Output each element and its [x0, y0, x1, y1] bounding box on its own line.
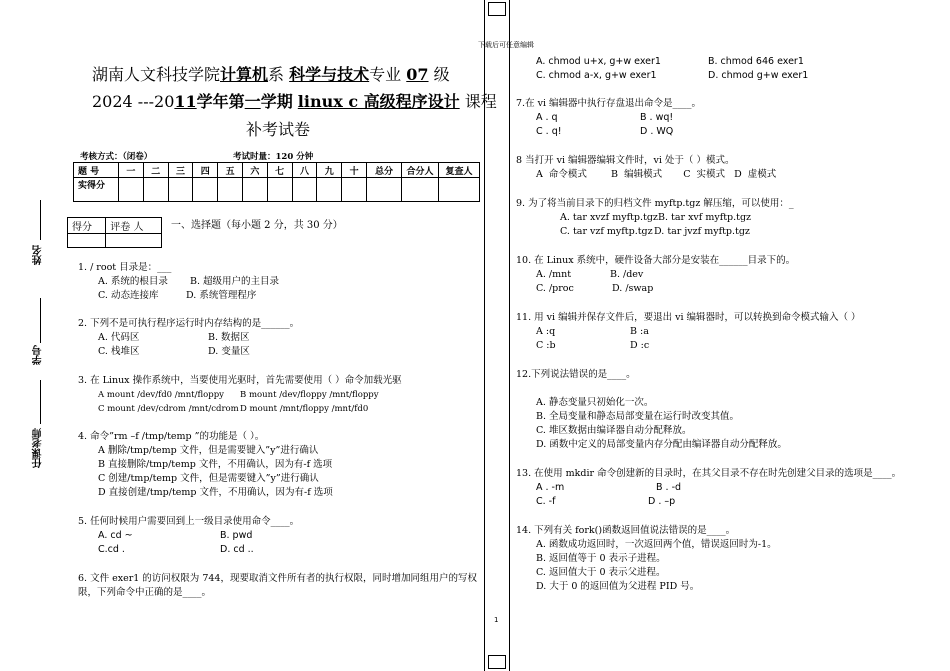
option-row — [516, 111, 916, 125]
option: A. 函数成功返回时，一次返回两个值，错误返回时为-1。 — [536, 539, 777, 550]
option-row — [516, 211, 916, 225]
left-questions — [78, 261, 478, 600]
option: B. tar xvf myftp.tgz — [658, 212, 752, 223]
option: A. 代码区 — [98, 332, 140, 343]
grader-score-cell — [68, 234, 106, 248]
side-label-id: 学号 — [33, 345, 44, 365]
score-value-row — [74, 178, 480, 202]
option: D. cd .. — [220, 544, 254, 555]
question-8 — [516, 154, 916, 182]
option: B . -d — [656, 482, 682, 493]
option: C. 堆区数据由编译器自动分配释放。 — [536, 425, 692, 436]
option: C 创建/tmp/temp 文件，但是需要键入”y”进行确认 — [98, 473, 319, 484]
option-row — [78, 331, 478, 345]
option-row — [78, 275, 478, 289]
title-line-2: 2024 ---2011学年第一学期 linux c 高级程序设计 课程 — [92, 92, 497, 111]
option: C. -f — [536, 496, 556, 507]
option: A. 系统的根目录 — [98, 276, 168, 287]
name-line — [40, 200, 41, 240]
score-header-row — [74, 163, 480, 178]
score-header-cell: 五 — [218, 163, 243, 178]
question-text: 1. / root 目录是：___ — [78, 262, 172, 273]
score-cell — [439, 178, 480, 202]
option: D. tar jvzf myftp.tgz — [654, 226, 750, 237]
side-label-teacher: 任课老师 — [33, 428, 44, 468]
option: B. 返回值等于 0 表示子进程。 — [536, 553, 666, 564]
option: B. 超级用户的主目录 — [190, 276, 280, 287]
question-text: 11. 用 vi 编辑并保存文件后，要退出 vi 编辑器时，可以转换到命令模式输入（ ） — [516, 312, 861, 323]
option-row — [78, 402, 478, 416]
score-header-cell: 六 — [242, 163, 267, 178]
question-text: 13. 在使用 mkdir 命令创建新的目录时，在其父目录不存在时先创建父目录的选项是____。 — [516, 468, 902, 479]
question-text: 4. 命令”rm –f /tmp/temp ”的功能是（ ）。 — [78, 431, 265, 442]
score-header-cell: 一 — [119, 163, 144, 178]
option-row — [78, 529, 478, 543]
question-10 — [516, 254, 916, 296]
option-row: A 命令模式 B 编辑模式 C 实模式 D 虚模式 — [536, 169, 777, 180]
question-1 — [78, 261, 478, 303]
option: B . wq! — [640, 112, 674, 123]
score-header-cell: 题 号 — [74, 163, 119, 178]
score-cell — [317, 178, 342, 202]
option: A. tar xvzf myftp.tgz — [560, 212, 658, 223]
question-11 — [516, 311, 916, 353]
grader-table — [67, 217, 162, 248]
score-table — [73, 162, 480, 202]
score-cell — [342, 178, 367, 202]
option: B :a — [630, 326, 649, 337]
grader-score-label: 得分 — [68, 218, 106, 234]
option-row — [516, 495, 916, 509]
question-5 — [78, 515, 478, 557]
option: D. chmod g+w exer1 — [708, 70, 809, 81]
header-note: 下载后可任意编辑 — [478, 41, 534, 49]
grader-name-label: 评卷 人 — [106, 218, 162, 234]
title-line-1: 湖南人文科技学院计算机系 科学与技术专业 07 级 — [92, 65, 450, 84]
option: A . q — [536, 112, 558, 123]
option-row — [516, 282, 916, 296]
option: D mount /mnt/floppy /mnt/fd0 — [240, 404, 369, 414]
question-9 — [516, 197, 916, 239]
score-header-cell: 复查人 — [439, 163, 480, 178]
grader-name-cell — [106, 234, 162, 248]
id-line — [40, 298, 41, 343]
option-row — [516, 339, 916, 353]
option: A. /mnt — [536, 269, 572, 280]
question-text: 8 当打开 vi 编辑器编辑文件时，vi 处于（ ）模式。 — [516, 155, 735, 166]
option-row — [78, 388, 478, 402]
option: B. pwd — [220, 530, 253, 541]
score-cell — [168, 178, 193, 202]
option: A. 静态变量只初始化一次。 — [536, 397, 654, 408]
option: C :b — [536, 340, 556, 351]
option: D . –p — [648, 496, 676, 507]
option-row — [78, 289, 478, 303]
question-3 — [78, 374, 478, 416]
option-row — [78, 345, 478, 359]
option: D. 大于 0 的返回值为父进程 PID 号。 — [536, 581, 700, 592]
option: C. 返回值大于 0 表示父进程。 — [536, 567, 666, 578]
option: D :c — [630, 340, 650, 351]
option: C. tar vzf myftp.tgz — [560, 226, 653, 237]
option: D. 变量区 — [208, 346, 250, 357]
option: B. 全局变量和静态局部变量在运行时改变其值。 — [536, 411, 740, 422]
question-6: 6. 文件 exer1 的访问权限为 744，现要取消文件所有者的执行权限，同时增加同组用户的写权限，下列命令中正确的是____。 — [78, 573, 477, 598]
score-cell — [292, 178, 317, 202]
option: B. chmod 646 exer1 — [708, 56, 804, 67]
option-row — [516, 268, 916, 282]
question-text: 9. 为了将当前目录下的归档文件 myftp.tgz 解压缩，可以使用：_ — [516, 198, 794, 209]
question-text: 2. 下列不是可执行程序运行时内存结构的是______。 — [78, 318, 300, 329]
score-cell — [193, 178, 218, 202]
score-header-cell: 二 — [143, 163, 168, 178]
page-number: 1 — [494, 616, 499, 624]
option: A mount /dev/fd0 /mnt/floppy — [98, 390, 224, 400]
option: D 直接创建/tmp/temp 文件，不用确认，因为有-f 选项 — [98, 487, 333, 498]
q6-options — [536, 55, 916, 83]
teacher-line — [40, 380, 41, 424]
score-header-cell: 四 — [193, 163, 218, 178]
score-header-cell: 七 — [267, 163, 292, 178]
side-label-name: 姓名 — [33, 245, 44, 265]
question-13 — [516, 467, 916, 509]
option: D . WQ — [640, 126, 674, 137]
question-4 — [78, 430, 478, 500]
question-7 — [516, 97, 916, 139]
exam-mode: 考核方式：（闭卷） — [80, 152, 153, 162]
option: C. chmod a-x, g+w exer1 — [536, 70, 657, 81]
option: C . q! — [536, 126, 562, 137]
exam-time: 考试时量：120 分钟 — [233, 152, 314, 162]
section-title: 一、选择题（每小题 2 分，共 30 分） — [171, 220, 343, 231]
question-text: 5. 任何时候用户需要回到上一级目录使用命令____。 — [78, 516, 300, 527]
score-header-cell: 总分 — [367, 163, 402, 178]
option: C. 动态连接库 — [98, 290, 159, 301]
option-row — [516, 225, 916, 239]
option: C. 栈堆区 — [98, 346, 140, 357]
question-text: 10. 在 Linux 系统中，硬件设备大部分是安装在______目录下的。 — [516, 255, 796, 266]
option-row — [536, 69, 916, 83]
score-cell — [143, 178, 168, 202]
option: C mount /dev/cdrom /mnt/cdrom — [98, 404, 239, 414]
title-line-3: 补考试卷 — [246, 120, 311, 139]
score-cell — [267, 178, 292, 202]
score-cell — [367, 178, 402, 202]
score-row-label: 实得分 — [74, 178, 119, 202]
score-header-cell: 九 — [317, 163, 342, 178]
score-cell — [242, 178, 267, 202]
option: B. /dev — [610, 269, 644, 280]
option-row — [516, 481, 916, 495]
option: B mount /dev/floppy /mnt/floppy — [240, 390, 379, 400]
option: A . -m — [536, 482, 565, 493]
question-text: 14. 下列有关 fork()函数返回值说法错误的是____。 — [516, 525, 736, 536]
option: A 删除/tmp/temp 文件，但是需要键入”y”进行确认 — [98, 445, 319, 456]
question-text: 12.下列说法错误的是____。 — [516, 369, 636, 380]
right-questions — [516, 97, 916, 594]
option-row — [78, 543, 478, 557]
option: B 直接删除/tmp/temp 文件，不用确认，因为有-f 选项 — [98, 459, 333, 470]
score-header-cell: 合分人 — [402, 163, 439, 178]
option: A. chmod u+x, g+w exer1 — [536, 56, 661, 67]
question-14 — [516, 524, 916, 594]
binding-mark-bottom — [488, 655, 506, 669]
option: B. 数据区 — [208, 332, 250, 343]
score-cell — [119, 178, 144, 202]
question-2 — [78, 317, 478, 359]
option: C.cd . — [98, 544, 125, 555]
question-12 — [516, 368, 916, 452]
option: D. /swap — [612, 283, 654, 294]
score-header-cell: 十 — [342, 163, 367, 178]
score-header-cell: 八 — [292, 163, 317, 178]
score-cell — [218, 178, 243, 202]
option: D. 系统管理程序 — [186, 290, 257, 301]
question-text: 7.在 vi 编辑器中执行存盘退出命令是____。 — [516, 98, 702, 109]
option: A :q — [536, 326, 556, 337]
binding-mark-top — [488, 2, 506, 16]
option: C. /proc — [536, 283, 574, 294]
option-row — [516, 125, 916, 139]
option-row — [516, 325, 916, 339]
score-cell — [402, 178, 439, 202]
option-row — [536, 55, 916, 69]
option: D. 函数中定义的局部变量内存分配由编译器自动分配释放。 — [536, 439, 787, 450]
score-header-cell: 三 — [168, 163, 193, 178]
question-text: 3. 在 Linux 操作系统中，当要使用光驱时，首先需要使用（ ）命令加载光驱 — [78, 375, 402, 386]
option: A. cd ~ — [98, 530, 133, 541]
